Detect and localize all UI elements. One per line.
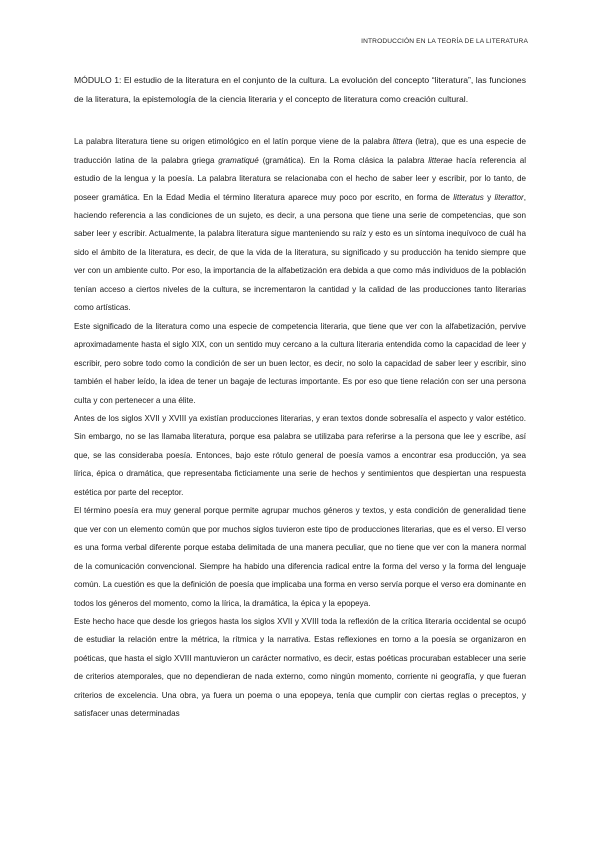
paragraph-1-text: (letra), que es una especie de traducción latina de la palabra griega — [74, 137, 527, 165]
paragraph-5: Este hecho hace que desde los griegos hasta los siglos XVII y XVIII toda la reflexión de la crítica literaria occidental se ocupó de estudiar la relación entre la métrica, la rítmica y la narrativa. Estas reflexiones en torno a la poesía se organizaron en poéticas, que hasta el siglo XVIII mantuvieron un carácter normativo, es decir, estas poéticas procuraban establecer una serie de criterios atemporales, que no dependieran de nada externo, como ningún momento, corriente ni geografía, y que fueran criterios de excelencia. Una obra, ya fuera un poema o una epopeya, tenía que cumplir con ciertas reglas o preceptos, y satisfacer unas determinadas — [74, 616, 526, 719]
paragraph-2: Este significado de la literatura como una especie de competencia literaria, que tiene que ver con la alfabetización, pervive aproximadamente hasta el siglo XIX, con un sentido muy cercano a la cultura literaria entendida como la capacidad de leer y escribir, pero sobre todo como la condición de ser un buen lector, es decir, no solo la capacidad de saber leer y escribir, sino también el haber leído, la idea de tener un bagaje de lecturas importante. Es por eso que tiene relación con ser una persona culta y con pertenecer a una élite. — [74, 321, 526, 405]
paragraph-1-text: La palabra literatura tiene su origen etimológico en el latín porque viene de la palabra — [74, 137, 393, 147]
body-text — [74, 133, 526, 724]
paragraph-1 — [74, 133, 526, 318]
module-title: : El estudio de la literatura en el conjunto de la cultura. La evolución del concepto “literatura”, las funciones de la literatura, la epistemología de la ciencia literaria y el concepto de literatura como creación cultural. — [74, 75, 526, 104]
paragraph-1-text: , haciendo referencia a las condiciones de un sujeto, es decir, a una persona que tiene una serie de competencias, que son saber leer y escribir. Actualmente, la palabra literatura sigue manteniendo su raíz y esto es un síntoma inequívoco de cuál ha sido el ámbito de la literatura, es decir, de que la vida de la literatura, su significado y su producción ha tenido siempre que ver con un ambiente culto. Por eso, la importancia de la alfabetización era debida a que como más individuos de la población tenían acceso a ciertos niveles de la cultura, se incrementaron la cantidad y la calidad de las producciones tanto literarias como artísticas. — [74, 192, 526, 313]
paragraph-4: El término poesía era muy general porque permite agrupar muchos géneros y textos, y esta condición de generalidad tiene que ver con un elemento común que por muchos siglos tuvieron este tipo de producciones literarias, que es el verso. El verso es una forma verbal diferente porque estaba delimitada de una manera peculiar, que no tiene que ver con la manera normal de la comunicación convencional. Siempre ha habido una diferencia radical entre la forma del verso y la forma del lenguaje común. La cuestión es que la definición de poesía que implicaba una forma en verso servía porque el verso era dominante en todos los géneros del momento, como la lírica, la dramática, la épica y la epopeya. — [74, 506, 526, 608]
term-litteratus: litteratus — [453, 192, 484, 202]
page-content — [74, 71, 526, 724]
paragraph-3: Antes de los siglos XVII y XVIII ya existían producciones literarias, y eran textos donde sobresalía el aspecto y valor estético. Sin embargo, no se las llamaba literatura, porque esa palabra se utilizaba para referirse a la persona que lee y escribe, así que, se las consideraba poesía. Entonces, bajo este rótulo general de poesía vamos a encontrar esa producción, ya sea lírica, épica o dramática, que representaba ficticiamente una serie de hechos y sentimientos que despiertan una respuesta estética por parte del receptor. — [74, 413, 526, 497]
term-littera: littera — [392, 137, 413, 147]
term-litterae: litterae — [428, 155, 453, 165]
running-header: INTRODUCCIÓN EN LA TEORÍA DE LA LITERATURA — [361, 38, 528, 45]
paragraph-1-text: hacía referencia al estudio de la lengua y la poesía. La palabra literatura se relacionaba con el hecho de saber leer y escribir, por lo tanto, de poseer gramática. En la Edad Media el término literatura aparece muy poco por escrito, en forma de — [74, 155, 526, 202]
paragraph-1-text: (gramática). En la Roma clásica la palabra — [258, 155, 429, 165]
term-literattor: literattor — [494, 192, 524, 202]
module-label: MÓDULO 1 — [74, 75, 119, 85]
term-gramatique: gramatiqué — [218, 155, 259, 165]
paragraph-1-text: y — [483, 192, 495, 202]
module-heading — [74, 71, 526, 108]
